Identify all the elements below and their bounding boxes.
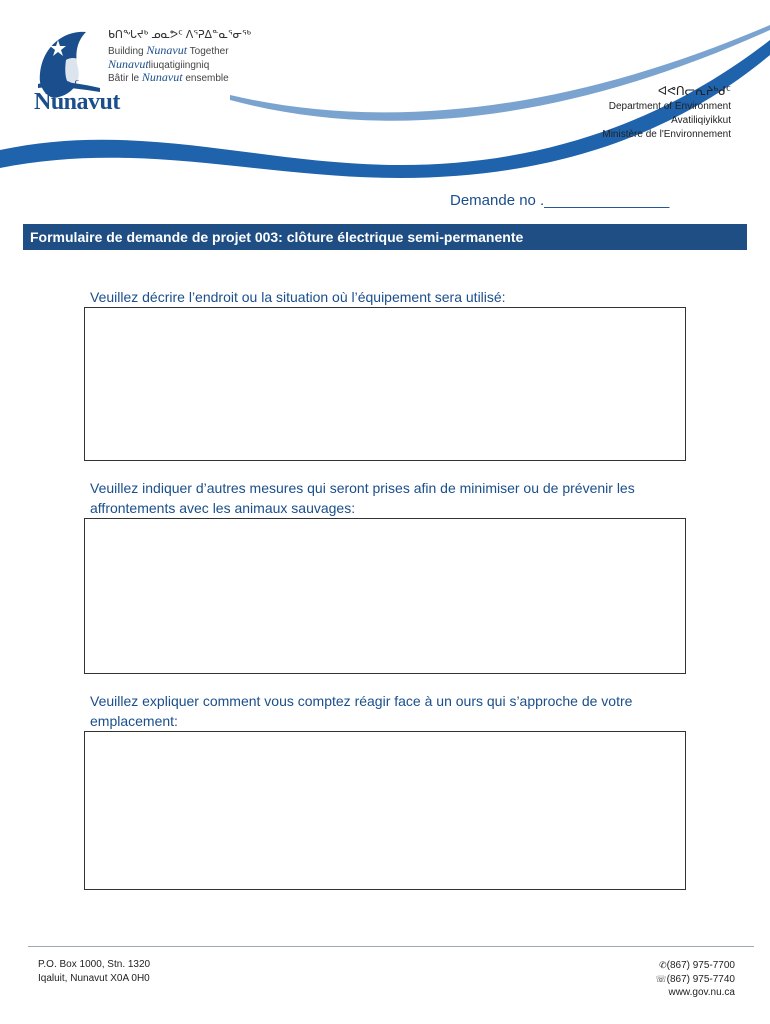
question-1-answer-box[interactable] (84, 307, 686, 461)
footer-address-line-1: P.O. Box 1000, Stn. 1320 (38, 959, 151, 970)
dept-syllabics: ᐊᕙᑎᓕᕆᔨᒃᑯᑦ (657, 84, 731, 98)
logo-syllabics: ᓄᓇᕗᑦ (45, 78, 80, 92)
footer-website-link[interactable]: www.gov.nu.ca (668, 987, 735, 998)
dept-inuktitut: Avatiliqiyikkut (671, 115, 731, 126)
question-3-label: Veuillez expliquer comment vous comptez réagir face à un ours qui s’approche de votre emplacement: (90, 693, 633, 729)
tagline-text: Bâtir le (108, 73, 140, 84)
question-1-label: Veuillez décrire l’endroit ou la situation où l’équipement sera utilisé: (90, 289, 506, 305)
logo-wordmark: Nunavut (34, 89, 120, 115)
request-number-field[interactable]: Demande no ._______________ (450, 192, 670, 209)
tagline-text: liuqatigiingniq (148, 60, 210, 71)
tagline-name: Nunavut (146, 43, 188, 57)
footer-fax (655, 972, 735, 987)
tagline-english (108, 44, 229, 58)
tagline-syllabics: ᑲᑎᖓᔪᒃ ᓄᓇᕗᑦ ᐱᕐᕈᐃᓐᓇᕐᓂᖅ (108, 29, 252, 41)
footer-divider (28, 946, 754, 947)
tagline-name: Nunavut (141, 70, 183, 84)
phone-number: (867) 975-7700 (666, 960, 735, 971)
fax-number: (867) 975-7740 (666, 974, 735, 985)
tagline-text: ensemble (185, 73, 229, 84)
fax-icon: ☏ (655, 974, 667, 984)
form-title: Formulaire de demande de projet 003: clôture électrique semi-permanente (23, 224, 747, 250)
dept-french: Ministère de l'Environnement (602, 129, 731, 140)
footer-phone (659, 958, 735, 973)
question-3-answer-box[interactable] (84, 731, 686, 890)
question-2-answer-box[interactable] (84, 518, 686, 674)
tagline-text: Building (108, 46, 144, 57)
footer-address-line-2: Iqaluit, Nunavut X0A 0H0 (38, 973, 150, 984)
question-2-label: Veuillez indiquer d’autres mesures qui seront prises afin de minimiser ou de prévenir les affrontements avec les animaux sauvages: (90, 480, 635, 516)
tagline-french (108, 71, 229, 85)
tagline-text: Together (189, 46, 229, 57)
dept-english: Department of Environment (608, 101, 731, 112)
phone-icon: ✆ (659, 960, 667, 970)
tagline-name: Nunavut (108, 57, 149, 71)
